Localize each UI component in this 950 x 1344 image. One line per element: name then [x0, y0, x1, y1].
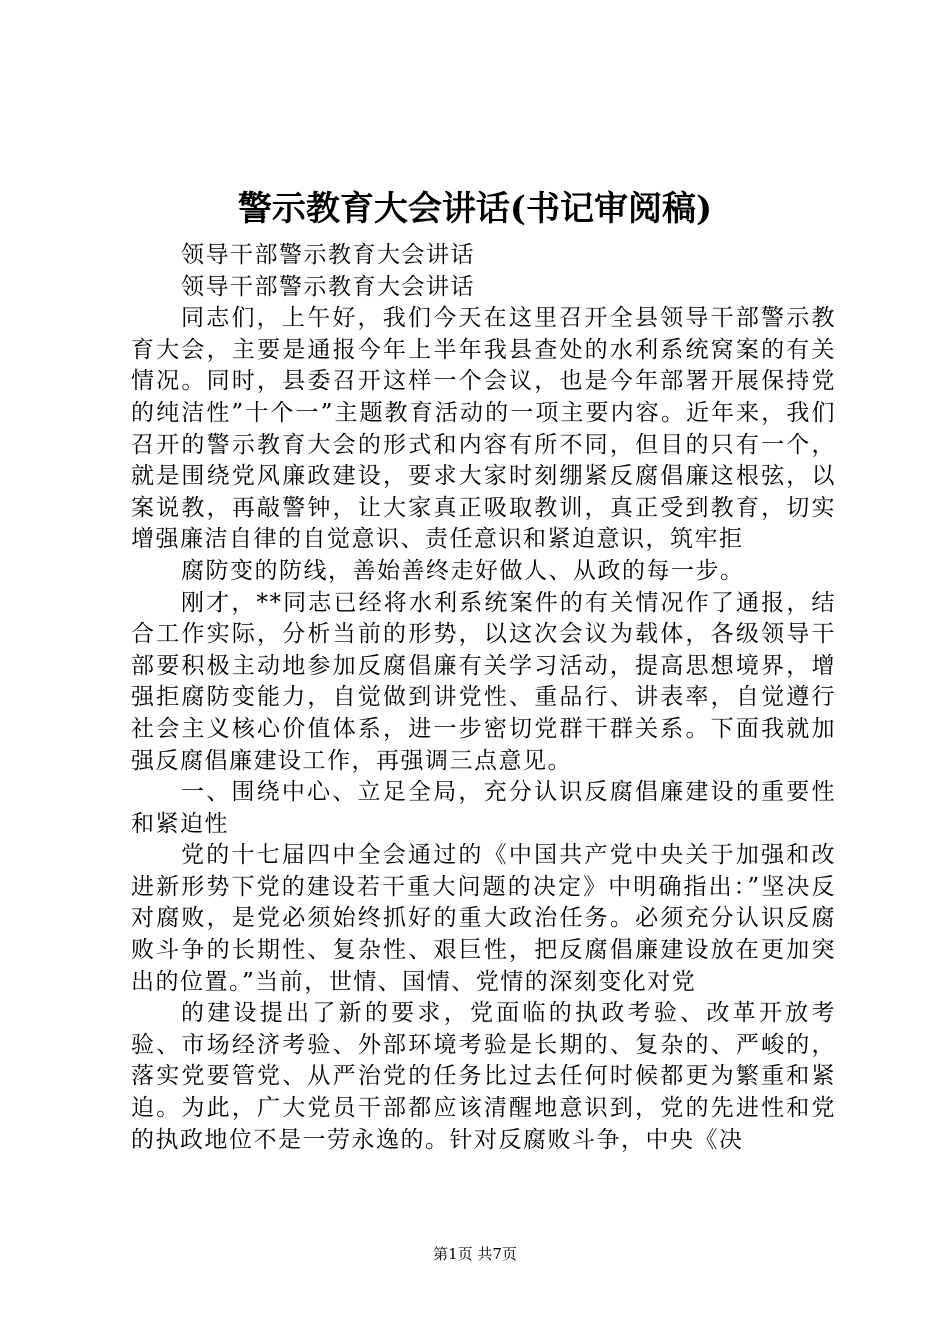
paragraph-report-summary: 刚才，**同志已经将水利系统案件的有关情况作了通报，结合工作实际，分析当前的形势，以这次会议为载体，各级领导干部要积极主动地参加反腐倡廉有关学习活动，提高思想境界，增强拒腐防变能力，自觉做到讲党性、重品行、讲表率，自觉遵行社会主义核心价值体系，进一步密切党群干群关系。下面我就加强反腐倡廉建设工作，再强调三点意见。: [131, 589, 836, 774]
document-body: [131, 240, 836, 1156]
document-title: 警示教育大会讲话(书记审阅稿): [237, 189, 713, 229]
paragraph-opening: 同志们，上午好，我们今天在这里召开全县领导干部警示教育大会，主要是通报今年上半年我县查处的水利系统窝案的有关情况。同时，县委召开这样一个会议，也是今年部署开展保持党的纯洁性”十个一”主题教育活动的一项主要内容。近年来，我们召开的警示教育大会的形式和内容有所不同，但目的只有一个，就是围绕党风廉政建设，要求大家时刻绷紧反腐倡廉这根弦，以案说教，再敲警钟，让大家真正吸取教训，真正受到教育，切实增强廉洁自律的自觉意识、责任意识和紧迫意识，筑牢拒: [131, 305, 836, 553]
page-number-footer: 第1页 共7页: [433, 1245, 517, 1263]
paragraph-subtitle-2: 领导干部警示教育大会讲话: [181, 273, 475, 300]
paragraph-party-decision: 党的十七届四中全会通过的《中国共产党中央关于加强和改进新形势下党的建设若干重大问题的决定》中明确指出：”坚决反对腐败，是党必须始终抓好的重大政治任务。必须充分认识反腐败斗争的长期性、复杂性、艰巨性，把反腐倡廉建设放在更加突出的位置。”当前，世情、国情、党情的深刻变化对党: [131, 842, 836, 995]
paragraph-party-building: 的建设提出了新的要求，党面临的执政考验、改革开放考验、市场经济考验、外部环境考验是长期的、复杂的、严峻的，落实党要管党、从严治党的任务比过去任何时候都更为繁重和紧迫。为此，广大党员干部都应该清醒地意识到，党的先进性和党的执政地位不是一劳永逸的。针对反腐败斗争，中央《决: [131, 1000, 836, 1153]
paragraph-subtitle-1: 领导干部警示教育大会讲话: [181, 242, 475, 268]
paragraph-continuation: 腐防变的防线，善始善终走好做人、从政的每一步。: [181, 557, 745, 584]
section-heading-1: 一、围绕中心、立足全局，充分认识反腐倡廉建设的重要性和紧迫性: [131, 779, 836, 837]
